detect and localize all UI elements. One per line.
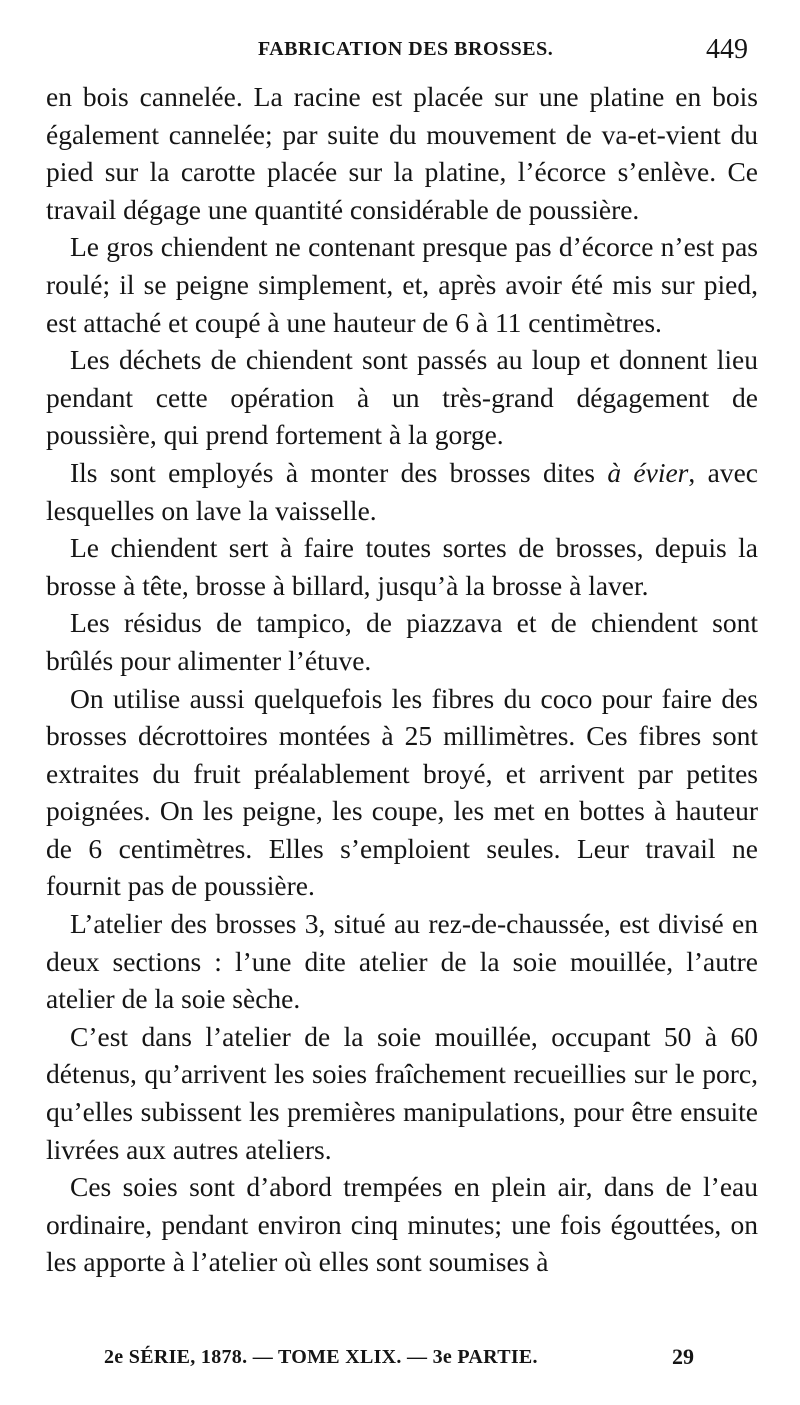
paragraph-7: On utilise aussi quelquefois les fibres du coco pour faire des brosses décrottoires montées à 25 millimètres. Ces fibres sont extraites du fruit préalablement broyé, et arrivent par petites poignées. On les peigne, les coupe, les met en bottes à hauteur de 6 centimètres. Elles s’emploient seules. Leur travail ne fournit pas de poussière.	[46, 682, 758, 902]
page-number: 449	[706, 34, 748, 65]
signature-number: 29	[672, 1344, 694, 1369]
printer-signature: 2e SÉRIE, 1878. — TOME XLIX. — 3e PARTIE.	[104, 1346, 538, 1368]
paragraph-4-text-after: , avec lesquelles on lave la vaisselle.	[46, 456, 758, 526]
paragraph-1: en bois cannelée. La racine est placée sur une platine en bois également cannelée; par suite du mouvement de va-et-vient du pied sur la carotte placée sur la platine, l’écorce s’enlève. Ce travail dégage une quantité considérable de poussière.	[46, 81, 758, 225]
running-title: FABRICATION DES BROSSES.	[258, 38, 554, 60]
page-footer	[0, 1344, 800, 1374]
paragraph-10: Ces soies sont d’abord trempées en plein air, dans de l’eau ordinaire, pendant environ cinq minutes; une fois égouttées, on les apporte à l’atelier où elles sont soumises à	[46, 1171, 758, 1278]
paragraph-8: L’atelier des brosses 3, situé au rez-de-chaussée, est divisé en deux sections : l’une dite atelier de la soie mouillée, l’autre atelier de la soie sèche.	[46, 908, 758, 1015]
paragraph-4	[46, 454, 758, 529]
paragraph-5: Le chiendent sert à faire toutes sortes de brosses, depuis la brosse à tête, brosse à billard, jusqu’à la brosse à laver.	[46, 532, 758, 601]
paragraph-3: Les déchets de chiendent sont passés au loup et donnent lieu pendant cette opération à un très-grand dégagement de poussière, qui prend fortement à la gorge.	[46, 344, 758, 451]
paragraph-6: Les résidus de tampico, de piazzava et de chiendent sont brûlés pour alimenter l’étuve.	[46, 607, 758, 676]
paragraph-4-italic: à évier	[607, 456, 689, 488]
body-text	[46, 78, 758, 1281]
paragraph-2: Le gros chiendent ne contenant presque pas d’écorce n’est pas roulé; il se peigne simplement, et, après avoir été mis sur pied, est attaché et coupé à une hauteur de 6 à 11 centimètres.	[46, 231, 758, 338]
page-header	[0, 34, 800, 70]
paragraph-4-text-before: Ils sont employés à monter des brosses dites	[70, 456, 608, 488]
paragraph-9: C’est dans l’atelier de la soie mouillée, occupant 50 à 60 détenus, qu’arrivent les soies fraîchement recueillies sur le porc, qu’elles subissent les premières manipulations, pour être ensuite livrées aux autres ateliers.	[46, 1020, 758, 1165]
